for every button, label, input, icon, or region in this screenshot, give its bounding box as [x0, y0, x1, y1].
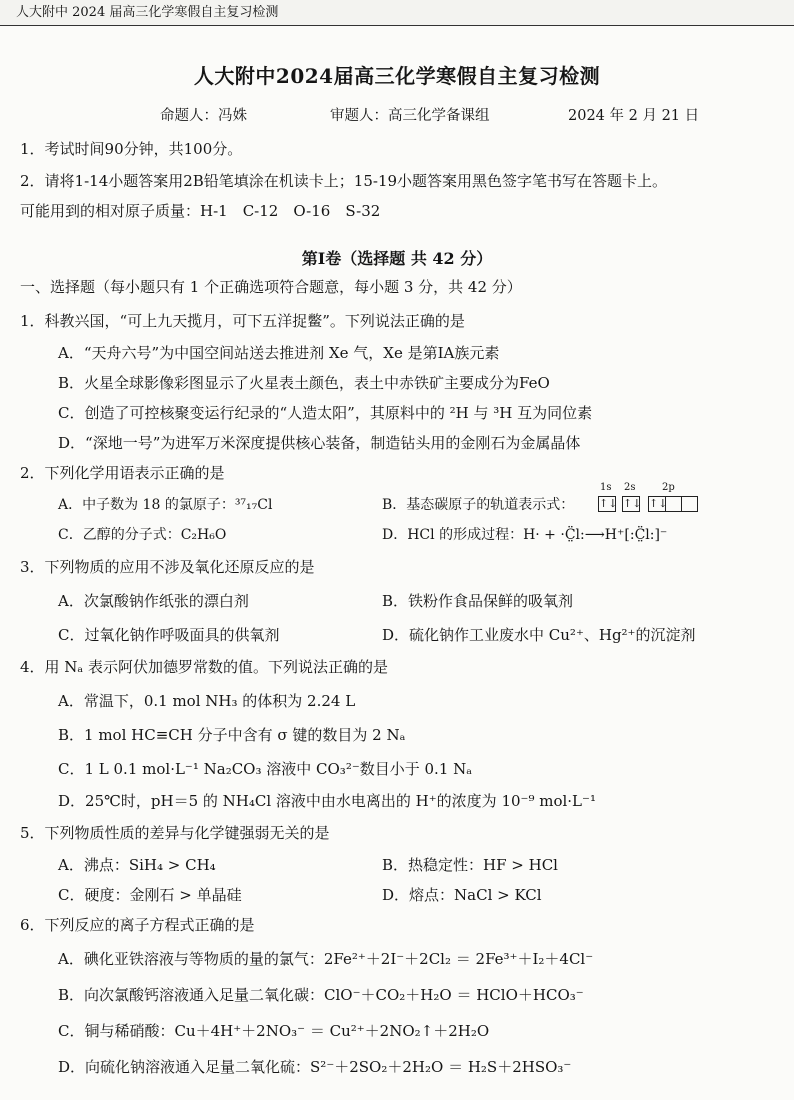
question-6-option-a: A．碘化亚铁溶液与等物质的量的氯气：2Fe²⁺＋2I⁻＋2Cl₂ ＝ 2Fe³⁺＋I₂＋4Cl⁻ [58, 950, 594, 968]
question-1-option-d: D．“深地一号”为进军万米深度提供核心装备，制造钻头用的金刚石为金属晶体 [58, 434, 581, 452]
running-header: 人大附中 2024 届高三化学寒假自主复习检测 [0, 0, 794, 26]
question-1-option-b: B．火星全球影像彩图显示了火星表土颜色，表土中赤铁矿主要成分为FeO [58, 374, 550, 392]
question-3-stem: 3．下列物质的应用不涉及氧化还原反应的是 [20, 558, 315, 576]
question-2-option-a: A．中子数为 18 的氯原子：³⁷₁₇Cl [58, 497, 273, 513]
orbital-label-1s: 1s [600, 482, 612, 493]
question-4-option-a: A．常温下，0.1 mol NH₃ 的体积为 2.24 L [58, 692, 356, 710]
orbital-box-2p-1: ↑↓ [649, 497, 668, 510]
question-5-option-a: A．沸点：SiH₄ > CH₄ [58, 856, 216, 874]
exam-title: 人大附中2024届高三化学寒假自主复习检测 [193, 64, 601, 88]
orbital-box-2s: ↑↓ [623, 497, 642, 510]
question-2-option-d: D．HCl 的形成过程：H· + ·C̤̈l:⟶H⁺[:C̤̈l:]⁻ [382, 527, 668, 543]
question-1-stem: 1．科教兴国，“可上九天揽月，可下五洋捉鳖”。下列说法正确的是 [20, 312, 465, 330]
question-6-option-b: B．向次氯酸钙溶液通入足量二氧化碳：ClO⁻＋CO₂＋H₂O ＝ HClO＋HCO₃⁻ [58, 986, 584, 1004]
question-1-option-a: A．“天舟六号”为中国空间站送去推进剂 Xe 气，Xe 是第IA族元素 [58, 344, 500, 362]
question-2-stem: 2．下列化学用语表示正确的是 [20, 464, 225, 482]
orbital-box-1s: ↑↓ [599, 497, 618, 510]
question-3-option-d: D．硫化钠作工业废水中 Cu²⁺、Hg²⁺的沉淀剂 [382, 626, 696, 644]
question-4-option-c: C．1 L 0.1 mol·L⁻¹ Na₂CO₃ 溶液中 CO₃²⁻数目小于 0.1 Nₐ [58, 760, 473, 778]
question-2-option-c: C．乙醇的分子式：C₂H₆O [58, 527, 227, 543]
question-4-option-b: B．1 mol HC≡CH 分子中含有 σ 键的数目为 2 Nₐ [58, 726, 406, 744]
instruction-2: 2．请将1-14小题答案用2B铅笔填涂在机读卡上；15-19小题答案用黑色签字笔书写在答题卡上。 [20, 172, 668, 190]
question-4-stem: 4．用 Nₐ 表示阿伏加德罗常数的值。下列说法正确的是 [20, 658, 388, 676]
atomic-masses: 可能用到的相对原子质量：H-1 C-12 O-16 S-32 [20, 202, 381, 220]
question-1-option-c: C．创造了可控核聚变运行纪录的“人造太阳”，其原料中的 ²H 与 ³H 互为同位素 [58, 404, 593, 422]
question-5-option-d: D．熔点：NaCl > KCl [382, 886, 542, 904]
question-3-option-c: C．过氧化钠作呼吸面具的供氧剂 [58, 626, 280, 644]
question-6-stem: 6．下列反应的离子方程式正确的是 [20, 916, 255, 934]
question-3-option-a: A．次氯酸钠作纸张的漂白剂 [58, 592, 249, 610]
exam-date: 2024 年 2 月 21 日 [568, 108, 700, 124]
question-4-option-d: D．25℃时，pH＝5 的 NH₄Cl 溶液中由水电离出的 H⁺的浓度为 10⁻⁹ mol·L⁻¹ [58, 792, 596, 810]
carbon-orbital-diagram [598, 482, 698, 518]
orbital-box-2p-3 [681, 496, 698, 512]
orbital-label-2p: 2p [662, 482, 675, 493]
question-5-stem: 5．下列物质性质的差异与化学键强弱无关的是 [20, 824, 330, 842]
question-5-option-c: C．硬度：金刚石 > 单晶硅 [58, 886, 242, 904]
author: 命题人：冯姝 [160, 108, 247, 124]
question-5-option-b: B．热稳定性：HF > HCl [382, 856, 558, 874]
reviewer: 审题人：高三化学备课组 [330, 108, 490, 124]
question-3-option-b: B．铁粉作食品保鲜的吸氧剂 [382, 592, 574, 610]
section-title: 第Ⅰ卷（选择题 共 42 分） [301, 249, 493, 268]
orbital-label-2s: 2s [624, 482, 636, 493]
question-2-option-b: B．基态碳原子的轨道表示式： [382, 497, 575, 513]
section-intro: 一、选择题（每小题只有 1 个正确选项符合题意，每小题 3 分，共 42 分） [20, 278, 522, 296]
orbital-box-2p-2 [665, 496, 682, 512]
question-6-option-d: D．向硫化钠溶液通入足量二氧化硫：S²⁻＋2SO₂＋2H₂O ＝ H₂S＋2HSO₃⁻ [58, 1058, 572, 1076]
instruction-1: 1．考试时间90分钟，共100分。 [20, 140, 243, 158]
question-6-option-c: C．铜与稀硝酸：Cu＋4H⁺＋2NO₃⁻ ＝ Cu²⁺＋2NO₂↑＋2H₂O [58, 1022, 490, 1040]
